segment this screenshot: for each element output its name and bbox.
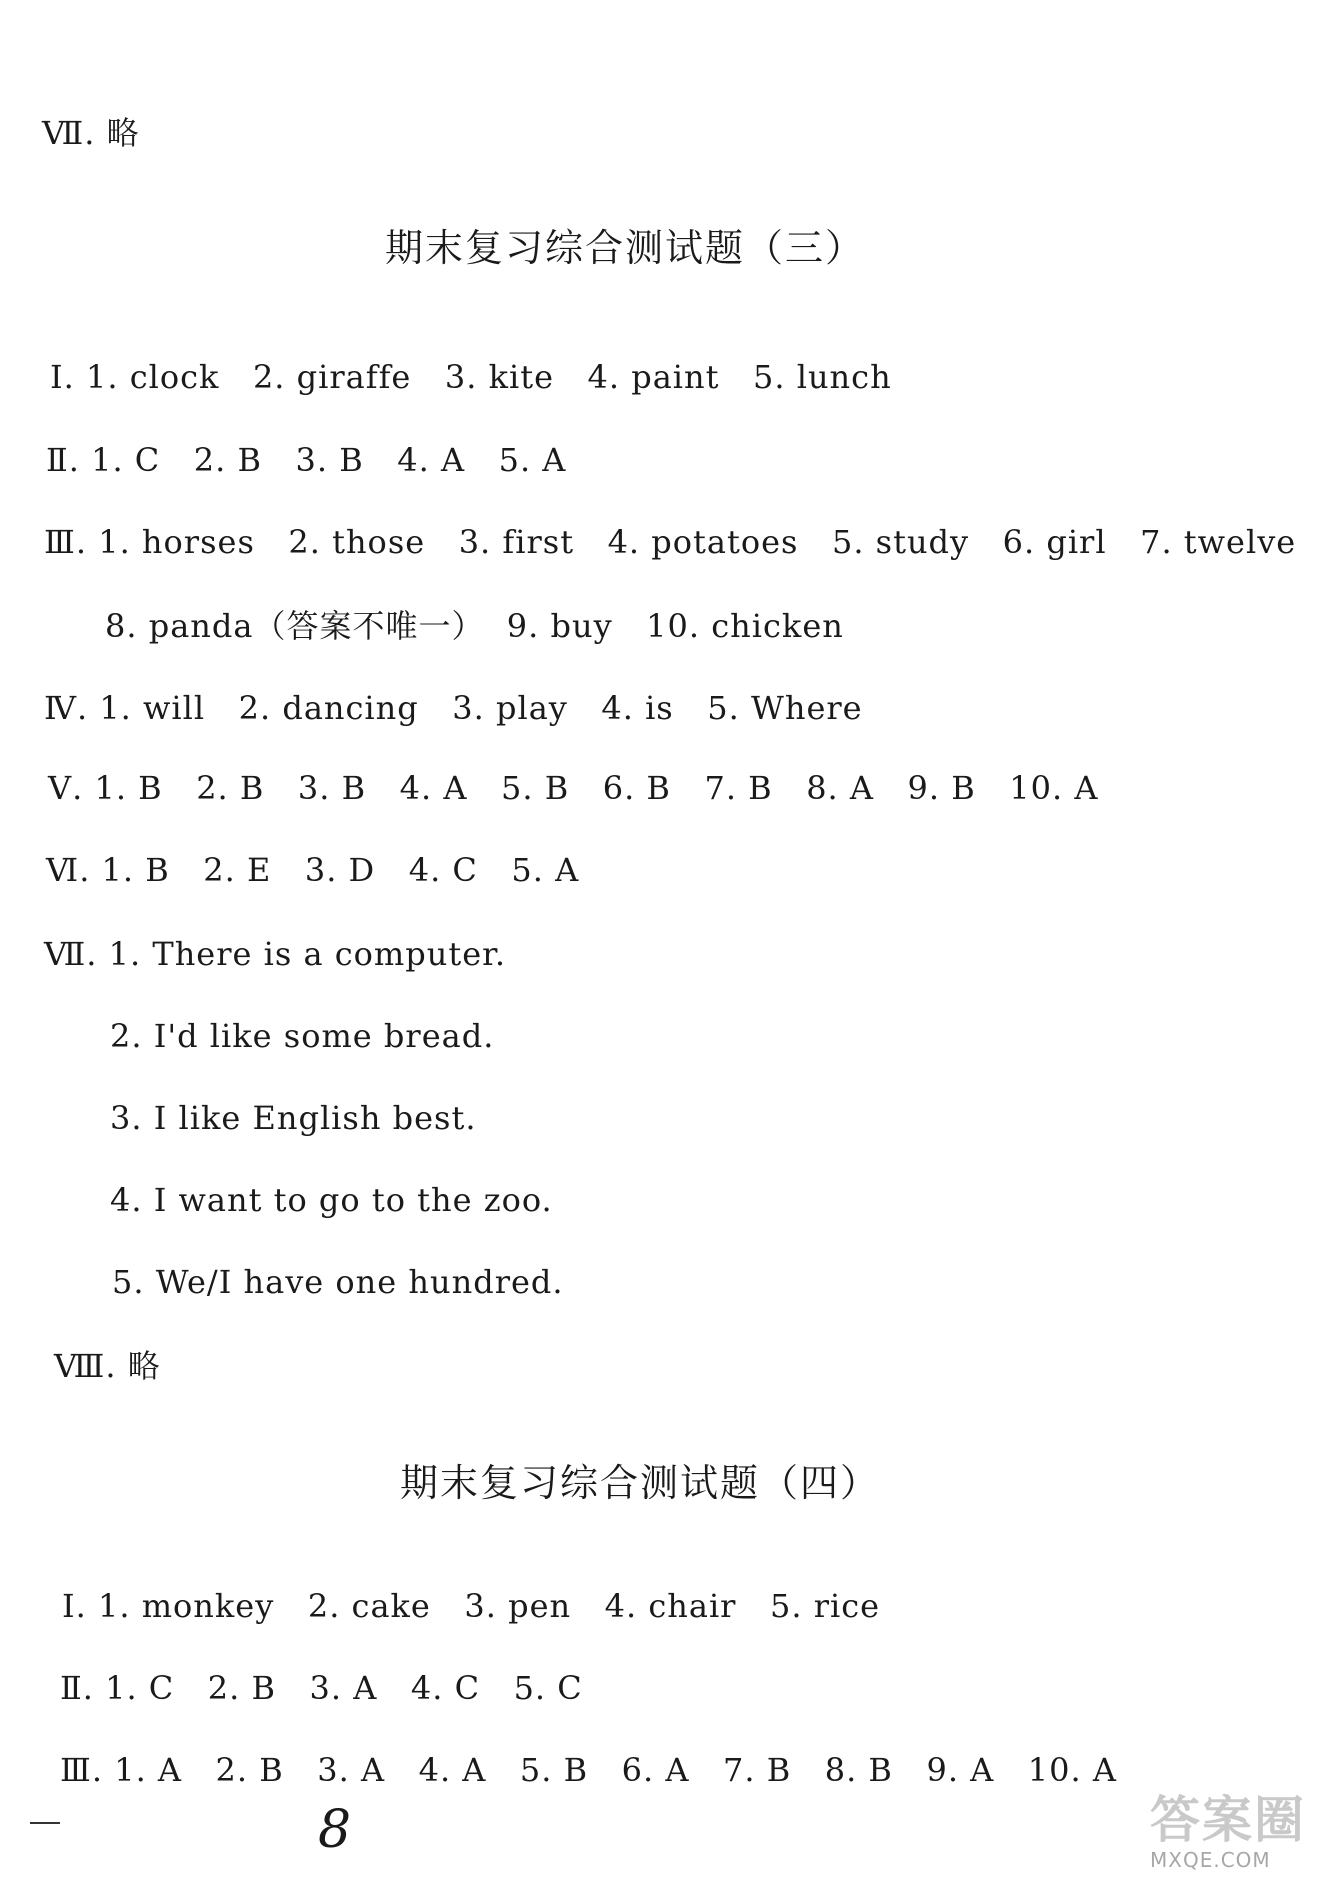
test-title-3: 期末复习综合测试题（三） [385,226,866,270]
watermark-url: MXQE.COM [1150,1848,1271,1872]
section-iii-answers: Ⅲ. 1. horses 2. those 3. first 4. potatoes 5. study 6. girl 7. twelve [44,523,1297,561]
section-vii-answer-2: 2. I'd like some bread. [110,1017,495,1055]
section-v-answers: Ⅴ. 1. B 2. B 3. B 4. A 5. B 6. B 7. B 8. A 9. B 10. A [48,769,1099,807]
watermark [1150,1792,1335,1884]
section-iii-answers-4: Ⅲ. 1. A 2. B 3. A 4. A 5. B 6. A 7. B 8. B 9. A 10. A [60,1751,1117,1789]
section-viii-answer: Ⅷ. 略 [54,1347,161,1385]
section-vii-answer-1: Ⅶ. 1. There is a computer. [44,935,507,973]
section-vii-answer-4: 4. I want to go to the zoo. [110,1181,553,1219]
page-number: 8 [318,1800,352,1860]
section-vii-answer-3: 3. I like English best. [110,1099,477,1137]
section-vii-answer: Ⅶ. 略 [42,114,140,152]
section-i-answers: Ⅰ. 1. clock 2. giraffe 3. kite 4. paint 5. lunch [50,358,892,396]
footer-dash [30,1822,60,1824]
section-iii-answers-cont: 8. panda（答案不唯一） 9. buy 10. chicken [105,607,844,645]
section-i-answers-4: Ⅰ. 1. monkey 2. cake 3. pen 4. chair 5. rice [62,1587,881,1625]
section-vi-answers: Ⅵ. 1. B 2. E 3. D 4. C 5. A [46,851,580,889]
section-ii-answers-4: Ⅱ. 1. C 2. B 3. A 4. C 5. C [60,1669,583,1707]
section-ii-answers: Ⅱ. 1. C 2. B 3. B 4. A 5. A [46,441,567,479]
watermark-logo-text: 答案圈 [1150,1791,1306,1849]
test-title-4: 期末复习综合测试题（四） [400,1461,881,1505]
section-vii-answer-5: 5. We/I have one hundred. [112,1263,564,1301]
section-iv-answers: Ⅳ. 1. will 2. dancing 3. play 4. is 5. Where [44,689,863,727]
